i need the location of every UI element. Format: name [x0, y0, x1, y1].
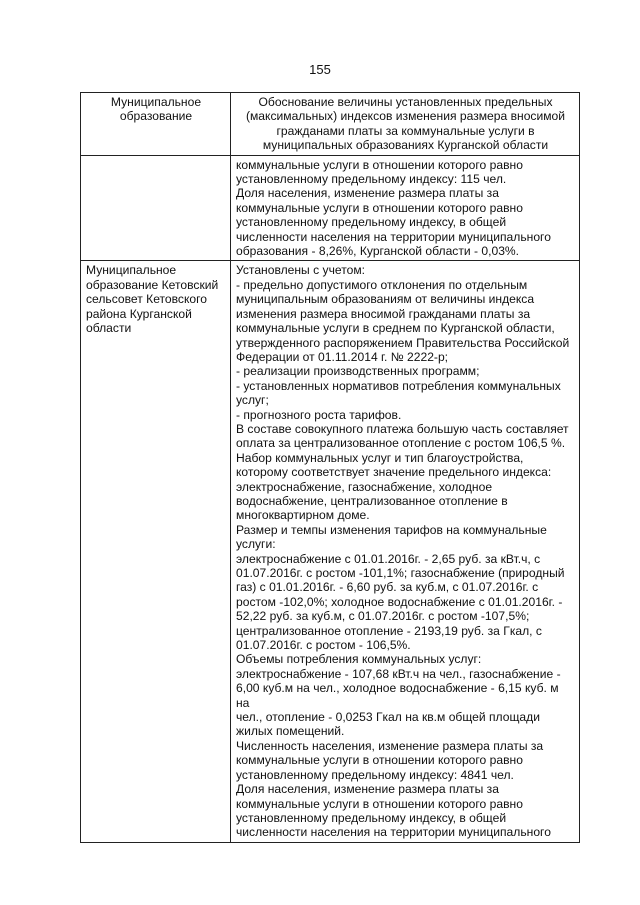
text-line: жилых помещений.	[236, 724, 345, 739]
text-line: Установлены с учетом:	[236, 263, 365, 278]
text-line: ростом -102,0%; холодное водоснабжение с 01.01.2016г. -	[236, 594, 563, 609]
text-line: услуг;	[236, 393, 269, 408]
text-line: В составе совокупного платежа большую часть составляет	[236, 421, 569, 436]
text-line: 01.07.2016г. с ростом -101,1%; газоснабжение (природный	[236, 566, 565, 580]
text-line: установленному предельному индексу, в общей	[236, 215, 507, 230]
text-line: Доля населения, изменение размера платы за	[236, 782, 499, 797]
text-line: Федерации от 01.11.2014 г. № 2222-р;	[236, 349, 449, 364]
table-row	[81, 261, 580, 842]
text-line: 6,00 куб.м на чел., холодное водоснабжение - 6,15 куб. м на	[236, 681, 559, 710]
text-line: 01.07.2016г. с ростом - 106,5%.	[236, 638, 411, 653]
table-row	[81, 155, 580, 261]
justification-cell	[231, 155, 580, 261]
text-line: электроснабжение, газоснабжение, холодное	[236, 479, 493, 494]
text-line: установленному предельному индексу: 115 чел.	[236, 172, 507, 187]
text-line: - реализации производственных программ;	[236, 364, 480, 379]
text-line: услуги:	[236, 537, 276, 552]
text-line: установленному предельному индексу, в общей	[236, 810, 507, 825]
text-line: коммунальные услуги в отношении которого равно	[236, 200, 523, 215]
justification-table	[80, 92, 580, 843]
text-line: коммунальные услуги в отношении которого равно	[236, 157, 523, 172]
text-line: газ) с 01.01.2016г. - 6,60 руб. за куб.м, с 01.07.2016г. с	[236, 580, 539, 595]
text-line: коммунальные услуги в отношении которого равно	[236, 796, 523, 811]
justification-cell	[231, 261, 580, 842]
text-line: которому соответствует значение предельного индекса:	[236, 465, 552, 480]
municipality-cell: Муниципальное образование Кетовский сельсовет Кетовского района Курганской области	[81, 261, 231, 842]
header-justification: Обоснование величины установленных предельных (максимальных) индексов изменения размера вносимой гражданами платы за коммунальные услуги в муниципальных образованиях Курганской области	[231, 93, 580, 156]
text-line: изменения размера вносимой гражданами платы за	[236, 306, 531, 321]
text-line: численности населения на территории муниципального	[236, 229, 551, 244]
text-line: образования - 8,26%, Курганской области - 0,03%.	[236, 244, 520, 259]
text-line: коммунальные услуги в отношении которого равно	[236, 753, 523, 768]
text-line: коммунальные услуги в среднем по Курганской области,	[236, 321, 555, 336]
text-line: Размер и темпы изменения тарифов на коммунальные	[236, 522, 547, 537]
text-line: - прогнозного роста тарифов.	[236, 407, 402, 422]
text-line: - предельно допустимого отклонения по отдельным	[236, 277, 528, 292]
text-line: оплата за централизованное отопление с ростом 106,5 %.	[236, 436, 566, 451]
text-line: установленному предельному индексу: 4841 чел.	[236, 767, 514, 782]
text-line: централизованное отопление - 2193,19 руб. за Гкал, с	[236, 623, 542, 638]
text-line: 52,22 руб. за куб.м, с 01.07.2016г. с ростом -107,5%;	[236, 609, 530, 624]
text-line: электроснабжение - 107,68 кВт.ч на чел., газоснабжение -	[236, 666, 561, 681]
table-header-row	[81, 93, 580, 156]
text-line: чел., отопление - 0,0253 Гкал на кв.м общей площади	[236, 710, 540, 725]
text-line: многоквартирном доме.	[236, 508, 370, 523]
text-line: муниципальным образованиям от величины индекса	[236, 292, 535, 307]
text-line: Объемы потребления коммунальных услуг:	[236, 652, 482, 667]
text-line: численности населения на территории муниципального	[236, 825, 551, 840]
text-line: Доля населения, изменение размера платы за	[236, 186, 499, 201]
page-number: 155	[309, 62, 331, 77]
text-line: водоснабжение, централизованное отопление в	[236, 493, 508, 508]
text-line: - установленных нормативов потребления коммунальных	[236, 378, 561, 393]
header-municipality: Муниципальное образование	[81, 93, 231, 156]
text-line: утвержденного распоряжением Правительства Российской	[236, 335, 570, 350]
text-line: Численность населения, изменение размера платы за	[236, 738, 544, 753]
text-line: электроснабжение с 01.01.2016г. - 2,65 руб. за кВт.ч, с	[236, 551, 541, 566]
municipality-cell-empty	[81, 155, 231, 261]
text-line: Набор коммунальных услуг и тип благоустройства,	[236, 450, 524, 465]
